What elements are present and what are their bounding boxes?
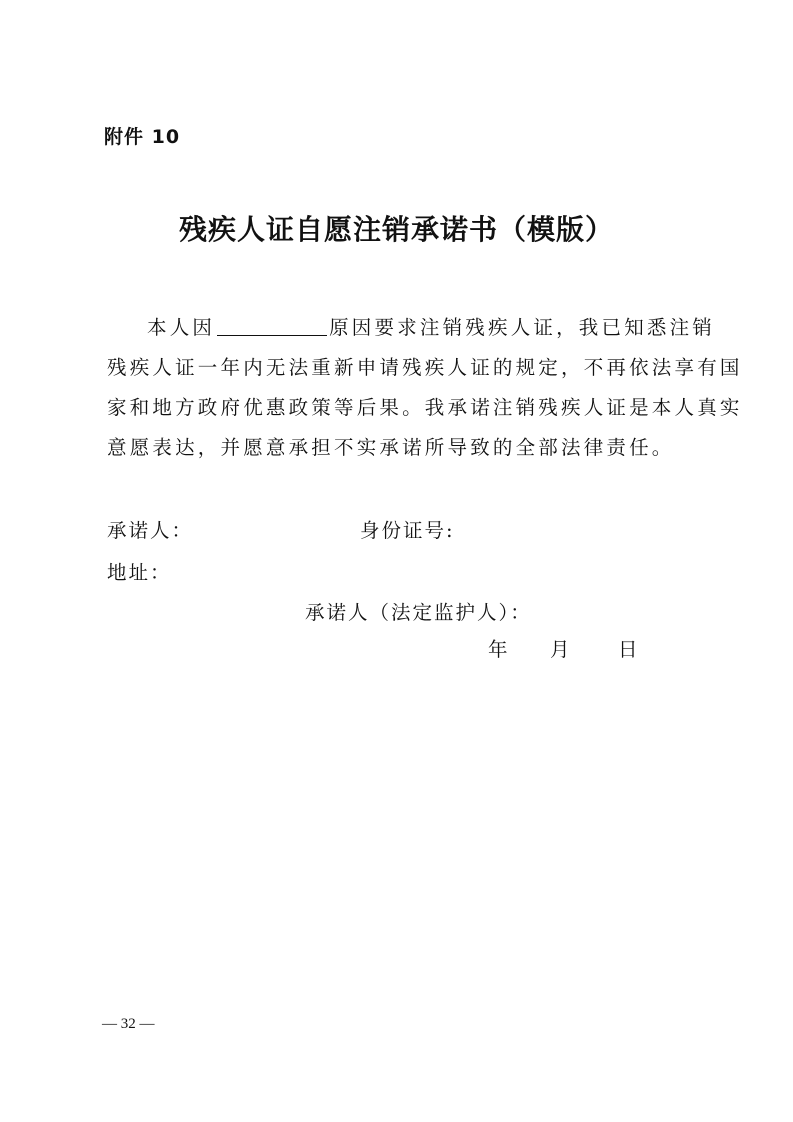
address-label: 地址：	[107, 561, 172, 584]
body-line-3: 家和地方政府优惠政策等后果。我承诺注销残疾人证是本人真实	[107, 396, 743, 419]
date-day-label: 日	[618, 638, 638, 661]
document-title: 残疾人证自愿注销承诺书（模版）	[178, 213, 614, 246]
body-line-1	[107, 312, 716, 340]
body-line-4: 意愿表达，并愿意承担不实承诺所导致的全部法律责任。	[107, 436, 675, 459]
date-year-label: 年	[488, 638, 508, 661]
id-number-label: 身份证号:	[360, 519, 455, 542]
date-month-label: 月	[550, 638, 570, 661]
body-line-1-prefix: 本人因	[147, 316, 216, 339]
page-number: — 32 —	[102, 1016, 155, 1032]
guardian-label: 承诺人（法定监护人）：	[305, 601, 532, 624]
body-line-1-suffix: 原因要求注销残疾人证，我已知悉注销	[329, 316, 716, 339]
body-line-2: 残疾人证一年内无法重新申请残疾人证的规定，不再依法享有国	[107, 356, 743, 379]
attachment-label: 附件 10	[104, 126, 181, 148]
promisor-label: 承诺人：	[107, 519, 194, 542]
reason-blank	[217, 315, 327, 336]
